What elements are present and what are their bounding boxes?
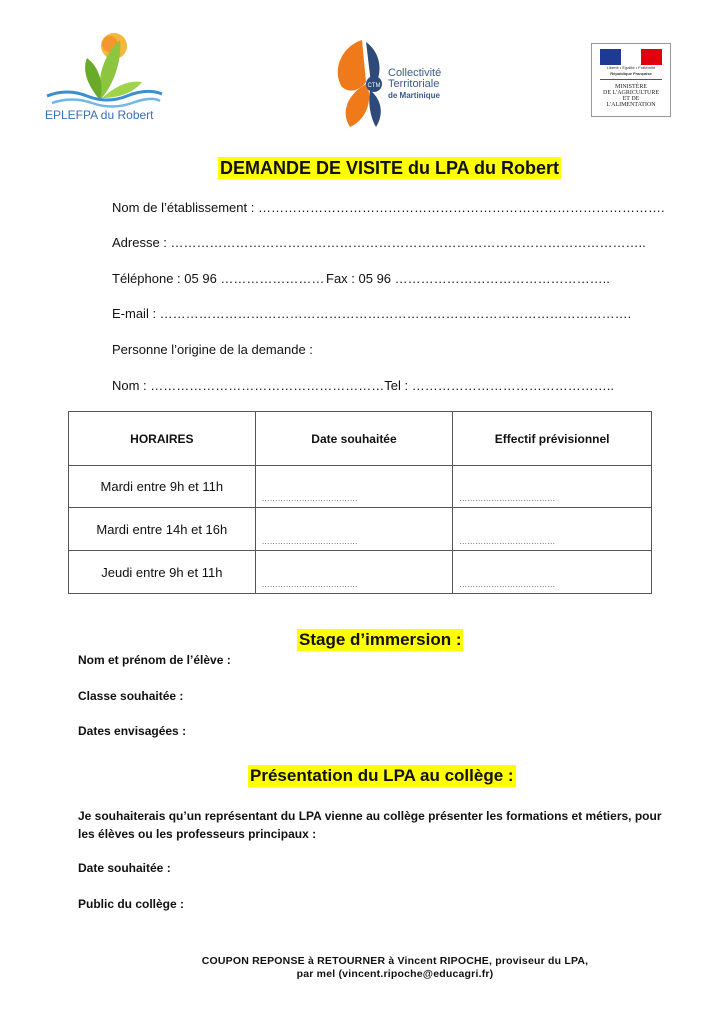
page-title: DEMANDE DE VISITE du LPA du Robert (220, 158, 560, 178)
ctm-logo-text (388, 68, 441, 101)
table-header-row (69, 412, 652, 466)
date-cell[interactable] (255, 508, 453, 551)
personne-label: Personne l’origine de la demande : (112, 342, 313, 357)
telephone-field[interactable]: Téléphone : 05 96 …………………… (112, 271, 325, 286)
nom-tel-field[interactable]: Nom : ………………………………………………Tel : ……………………………………….. (112, 378, 614, 393)
eplefpa-logo (42, 30, 167, 125)
ministry-motto: Liberté • Égalité • Fraternité (606, 65, 656, 70)
ctm-line-1: Collectivité (388, 67, 442, 79)
ministry-logo (591, 43, 671, 117)
email-field[interactable]: E-mail : ………………………………………………………………………………………………. (112, 306, 632, 321)
horaire-cell: Jeudi entre 9h et 11h (69, 551, 256, 594)
effectif-placeholder: ……………………………… (459, 537, 556, 546)
table-row (69, 551, 652, 594)
ministry-line-2: DE L'AGRICULTURE (602, 90, 660, 96)
header-horaires: HORAIRES (69, 412, 256, 466)
stage-classe-label: Classe souhaitée : (78, 689, 184, 703)
ministry-line-4: L'ALIMENTATION (606, 102, 656, 108)
date-cell[interactable] (255, 551, 453, 594)
ministry-line-3: ET DE (622, 96, 640, 102)
ministry-divider (600, 79, 662, 80)
presentation-public-label: Public du collège : (78, 897, 185, 911)
footer-line-1: COUPON REPONSE à RETOURNER à Vincent RIPOCHE, proviseur du LPA, (201, 955, 589, 967)
leaf-wave-icon (42, 30, 167, 110)
date-placeholder: ……………………………… (261, 580, 358, 589)
presentation-date-label: Date souhaitée : (78, 861, 171, 875)
ministry-republic: République Française (610, 71, 652, 76)
stage-section-title: Stage d’immersion : (299, 630, 462, 649)
adresse-field[interactable]: Adresse : ……………………………………………………………………………………………….. (112, 235, 646, 250)
fax-field[interactable]: Fax : 05 96 ………………………………………….. (326, 271, 610, 286)
effectif-placeholder: ……………………………… (459, 580, 556, 589)
etablissement-field[interactable]: Nom de l’établissement : …………………………………………………………………………………. (112, 200, 665, 215)
date-cell[interactable] (255, 466, 453, 508)
date-placeholder: ……………………………… (261, 537, 358, 546)
date-placeholder: ……………………………… (261, 494, 358, 503)
effectif-cell[interactable] (453, 508, 652, 551)
horaire-cell: Mardi entre 9h et 11h (69, 466, 256, 508)
stage-dates-label: Dates envisagées : (78, 724, 187, 738)
presentation-paragraph: Je souhaiterais qu’un représentant du LPA vienne au collège présenter les formations et métiers, pour les élèves ou les professeurs principaux : (78, 809, 662, 841)
visit-schedule-table (68, 411, 652, 594)
return-coupon-footer (150, 955, 640, 981)
ctm-logo (330, 32, 460, 132)
ctm-badge: CTM (367, 83, 381, 89)
effectif-cell[interactable] (453, 551, 652, 594)
horaire-cell: Mardi entre 14h et 16h (69, 508, 256, 551)
header-date: Date souhaitée (255, 412, 453, 466)
stage-nom-label: Nom et prénom de l’élève : (78, 653, 231, 667)
french-flag-icon (600, 49, 662, 65)
ministry-name (594, 84, 668, 108)
ministry-line-1: MINISTÈRE (615, 84, 647, 90)
effectif-cell[interactable] (453, 466, 652, 508)
presentation-section-title: Présentation du LPA au collège : (250, 766, 514, 785)
footer-line-2: par mel (vincent.ripoche@educagri.fr) (296, 968, 494, 980)
ctm-line-3: de Martinique (388, 91, 441, 100)
table-row (69, 466, 652, 508)
table-row (69, 508, 652, 551)
effectif-placeholder: ……………………………… (459, 494, 556, 503)
eplefpa-logo-text: EPLEFPA du Robert (45, 108, 154, 122)
header-effectif: Effectif prévisionnel (453, 412, 652, 466)
ctm-line-2: Territoriale (388, 78, 440, 90)
